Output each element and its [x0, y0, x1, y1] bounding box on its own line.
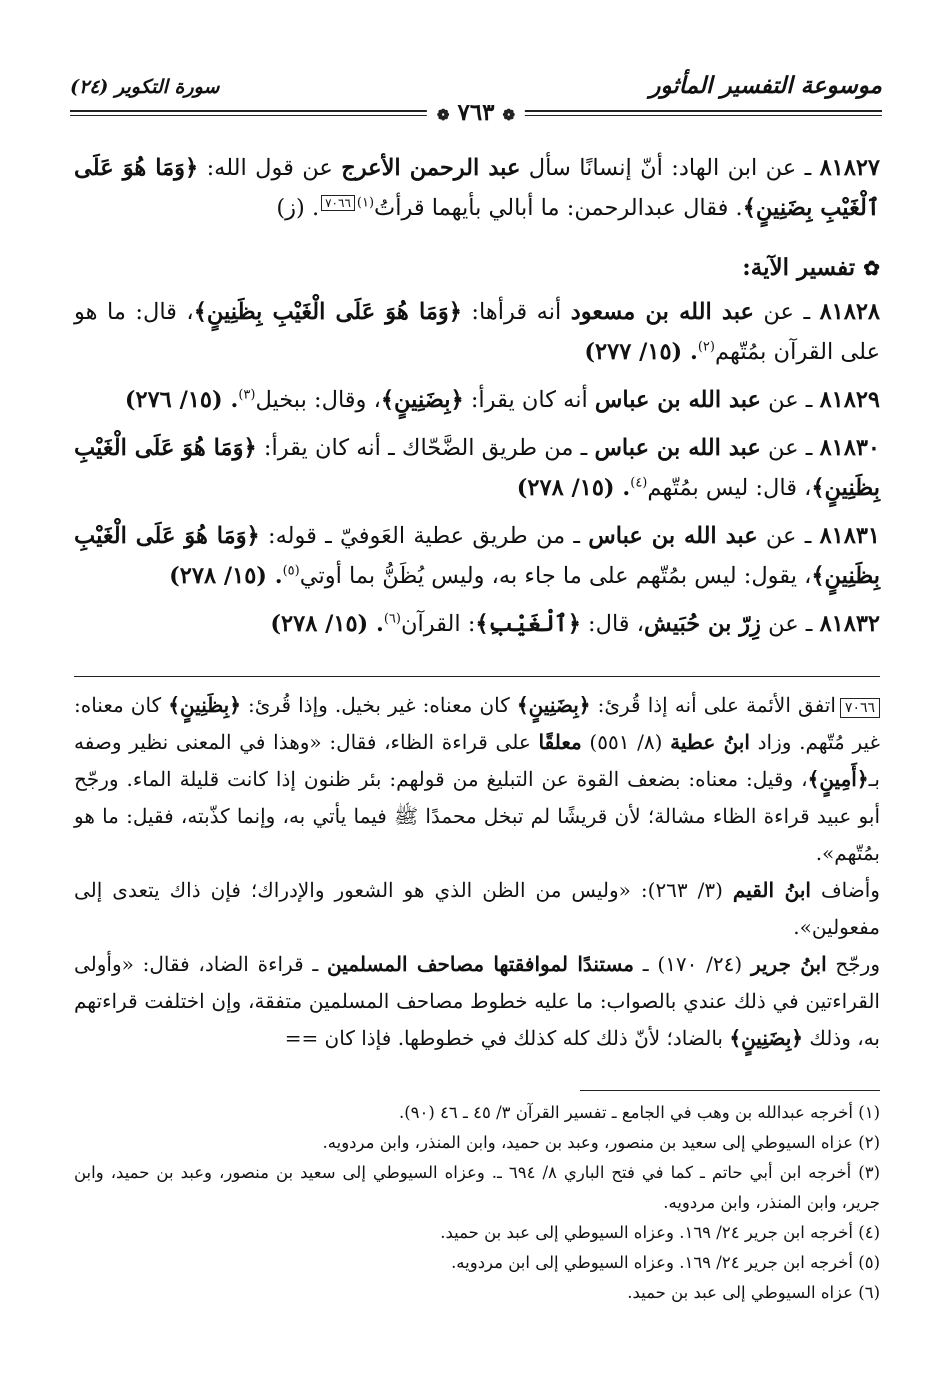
entry-text: ، قال: ليس بمُتّهم	[647, 475, 812, 501]
entry-text: . (ز)	[276, 195, 320, 221]
commentary-bold: معلقًا	[538, 730, 582, 754]
commentary-paragraph	[74, 946, 880, 1057]
commentary-text: ـ قراءة الضاد، فقال: «وأولى القراءتين في ذلك عندي بالصواب: ما عليه خطوط مصاحف المسلمين متفقة، وإن اختلفت قراءتهم به، وذلك	[74, 952, 880, 1050]
commentary-bold: مستندًا لموافقتها مصاحف المسلمين	[327, 952, 635, 976]
section-title-text: تفسير الآية:	[742, 254, 856, 281]
book-title: موسوعة التفسير المأثور	[649, 72, 882, 99]
entry-number: ٨١٨٢٧	[819, 155, 880, 181]
source-ref: . (١٥/ ٢٧٧)	[584, 339, 698, 365]
quran-quote: ﴿ٱلْغَيْبِ﴾	[475, 611, 581, 637]
narrator-name: عبد الرحمن الأعرج	[341, 155, 521, 181]
entry-number: ٨١٨٣١	[819, 523, 880, 549]
surah-title: سورة التكوير (٢٤)	[70, 76, 220, 98]
source-ref: . (١٥/ ٢٧٨)	[169, 563, 283, 589]
footnotes	[74, 1098, 880, 1308]
entry-text: ـ من طريق عطية العَوفيّ ـ قوله:	[259, 523, 589, 549]
entry-text: ـ عن	[760, 435, 820, 461]
scholar-name: ابنُ جرير	[750, 952, 827, 976]
quran-quote: ﴿وَمَا هُوَ عَلَى ٱلْغَيْبِ بِضَنِينٍ﴾	[74, 155, 880, 221]
entry-text: ، قال:	[580, 611, 644, 637]
flower-icon: ✿	[863, 256, 880, 280]
footnote-marker: (٤)	[630, 475, 648, 491]
footnote-marker: (١)	[356, 195, 375, 211]
scholar-name: ابنُ القيم	[732, 878, 811, 902]
entry-number: ٨١٨٢٩	[819, 387, 880, 413]
entry-text: ـ عن ابن الهاد: أنّ إنسانًا سأل	[520, 155, 820, 181]
entry-text: ، يقول: ليس بمُتّهم على ما جاء به، وليس يُظَنُّ بما أوتي	[299, 563, 812, 589]
quran-quote: ﴿أَمِينٍ﴾	[807, 767, 869, 791]
footnote-marker: (٥)	[282, 563, 300, 579]
quran-quote: ﴿بِظَنِينٍ﴾	[168, 693, 241, 717]
ornament-left-icon: ❁	[436, 106, 450, 124]
entry-text: : القرآن	[400, 611, 476, 637]
page-header	[70, 68, 882, 128]
footnote: (٥) أخرجه ابن جرير ٢٤/ ١٦٩. وعزاه السيوطي إلى ابن مردويه.	[451, 1253, 880, 1272]
footnote-marker: (٦)	[383, 611, 401, 627]
source-ref: . (١٥/ ٢٧٦)	[124, 387, 239, 413]
footnote: (١) أخرجه عبدالله بن وهب في الجامع ـ تفسير القرآن ٣/ ٤٥ ـ ٤٦ (٩٠).	[398, 1103, 880, 1122]
entry-text: ، قال: ما هو على القرآن بمُتّهم	[74, 299, 880, 365]
entry-number: ٨١٨٣٠	[819, 435, 880, 461]
quran-quote: ﴿وَمَا هُوَ عَلَى الْغَيْبِ بِظَنِينٍ﴾	[74, 435, 880, 501]
page-number: ٧٦٣	[457, 99, 495, 126]
commentary-text: وأضاف	[810, 878, 880, 902]
commentary-text: اتفق الأئمة على أنه إذا قُرئ:	[590, 693, 836, 717]
footnote-rule	[580, 1090, 880, 1091]
entry-text: ، وقال: ببخيل	[255, 387, 381, 413]
commentary-text: كان معناه: غير بخيل. وإذا قُرئ:	[240, 693, 517, 717]
footnote: (٣) أخرجه ابن أبي حاتم ـ كما في فتح الباري ٨/ ٦٩٤ ـ. وعزاه السيوطي إلى سعيد بن منصور، وعبد بن حميد، وابن جرير، وابن المنذر، وابن مردويه.	[74, 1163, 880, 1212]
quran-quote: ﴿وَمَا هُوَ عَلَى الْغَيْبِ بِظَنِينٍ﴾	[74, 523, 880, 589]
source-ref: . (١٥/ ٢٧٨)	[270, 611, 384, 637]
commentary-box	[74, 676, 880, 1057]
source-ref: . (١٥/ ٢٧٨)	[516, 475, 631, 501]
commentary-paragraph	[74, 872, 880, 946]
entry-text: ـ عن	[753, 299, 820, 325]
ornament-right-icon: ❁	[502, 106, 516, 124]
entry	[74, 604, 880, 644]
page-number-box	[427, 99, 525, 126]
entry-text: عن قول الله:	[198, 155, 342, 181]
narrator-name: عبد الله بن عباس	[594, 387, 761, 413]
narrator-name: عبد الله بن عباس	[588, 523, 758, 549]
entry-text: ـ عن	[757, 523, 820, 549]
entry-number: ٨١٨٣٢	[819, 611, 880, 637]
commentary-text: (٣/ ٢٦٣): «وليس من الظن الذي هو الشعور والإدراك؛ فإن ذاك يتعدى إلى مفعولين».	[74, 878, 880, 939]
narrator-name: عبد الله بن عباس	[594, 435, 761, 461]
entry	[74, 292, 880, 372]
narrator-name: زِرّ بن حُبَيش	[643, 611, 761, 637]
entry	[74, 148, 880, 228]
commentary-text: بالضاد؛ لأنّ ذلك كله كذلك في خطوطها. فإذا كان ==	[284, 1026, 730, 1050]
commentary-text: ورجّح	[826, 952, 880, 976]
main-text	[74, 148, 880, 652]
quran-quote: ﴿بِضَنِينٍ﴾	[380, 387, 464, 413]
entry-text: . فقال عبدالرحمن: ما أبالي بأيهما قرأتُ	[374, 195, 743, 221]
quran-quote: ﴿وَمَا هُوَ عَلَى الْغَيْبِ بِظَنِينٍ﴾	[193, 299, 462, 325]
commentary-text: كان معناه: غير مُتّهم. وزاد	[74, 693, 880, 754]
commentary-text: على قراءة الظاء، فقال: «وهذا في المعنى نظير وصفه بـ	[74, 730, 880, 791]
commentary-text: ، وقيل: معناه: بضعف القوة عن التبليغ من قولهم: بئر ظنون إذا كانت قليلة الماء. ورجّح أبو عبيد قراءة الظاء مشالة؛ لأن قريشًا لم تبخل محمدًا ﷺ فيما يأتي به، وإنما كذّبته، فقيل: ما هو بمُتّهم».	[74, 767, 880, 865]
commentary-paragraph	[74, 687, 880, 872]
narrator-name: عبد الله بن مسعود	[570, 299, 754, 325]
footnote: (٦) عزاه السيوطي إلى عبد بن حميد.	[627, 1283, 880, 1302]
entry-text: ـ عن	[760, 611, 820, 637]
entry	[74, 428, 880, 508]
footnote-marker: (٢)	[697, 339, 715, 355]
commentary-ref-box: ٧٠٦٦	[321, 195, 355, 211]
entry-text: أنه كان يقرأ:	[463, 387, 595, 413]
footnote: (٤) أخرجه ابن جرير ٢٤/ ١٦٩. وعزاه السيوطي إلى عبد بن حميد.	[440, 1223, 880, 1242]
entry-number: ٨١٨٢٨	[819, 299, 880, 325]
entry	[74, 380, 880, 420]
entry-text: أنه قرأها:	[461, 299, 571, 325]
scholar-name: ابنُ عطية	[670, 730, 750, 754]
entry	[74, 516, 880, 596]
quran-quote: ﴿بِضَنِينٍ﴾	[729, 1026, 804, 1050]
section-title	[74, 248, 880, 288]
footnote: (٢) عزاه السيوطي إلى سعيد بن منصور، وعبد بن حميد، وابن المنذر، وابن مردويه.	[322, 1133, 880, 1152]
commentary-number-box: ٧٠٦٦	[840, 698, 880, 718]
commentary-text: (٢٤/ ١٧٠) ـ	[634, 952, 751, 976]
footnote-marker: (٣)	[238, 387, 256, 403]
quran-quote: ﴿بِضَنِينٍ﴾	[516, 693, 591, 717]
commentary-text: (٨/ ٥٥١)	[581, 730, 671, 754]
entry-text: ـ عن	[760, 387, 820, 413]
entry-text: ـ من طريق الضَّحّاك ـ أنه كان يقرأ:	[256, 435, 595, 461]
